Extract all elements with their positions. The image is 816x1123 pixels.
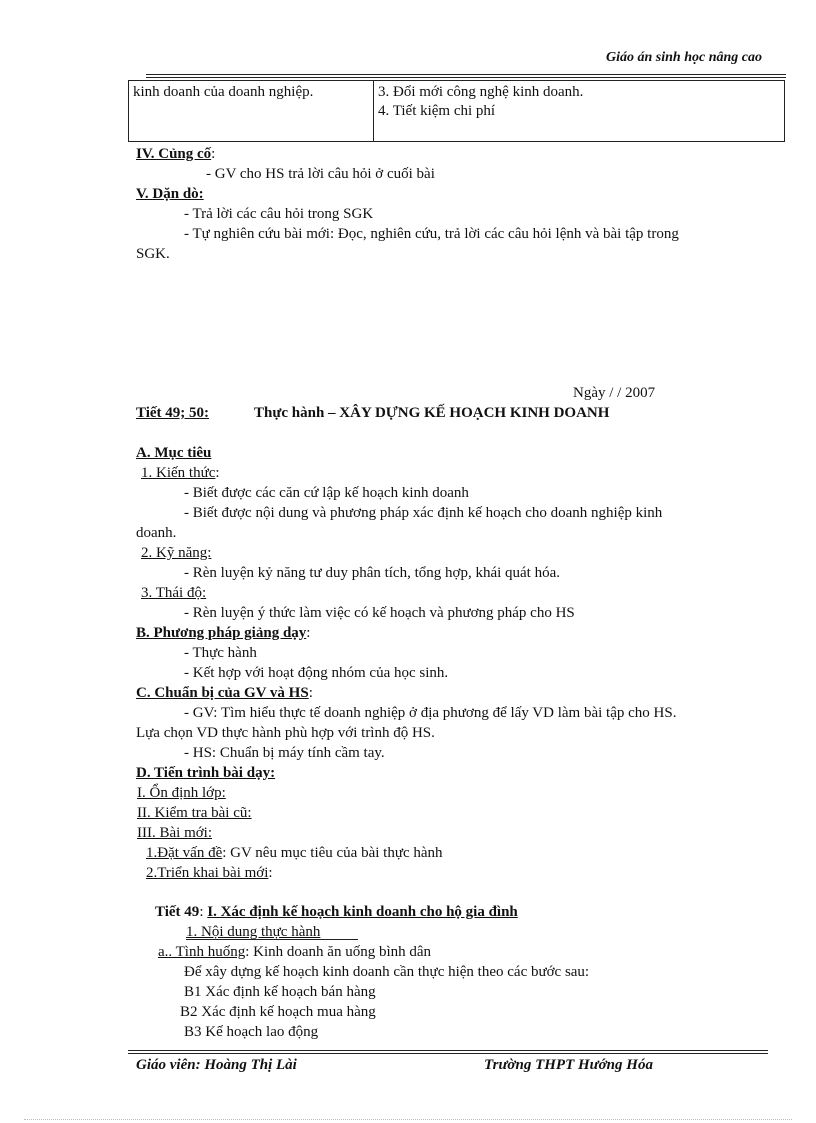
a-kien-thuc: 1. Kiến thức:	[141, 465, 220, 481]
table-right-line-2: 4. Tiết kiệm chi phí	[378, 103, 496, 119]
tiet-49-tinh-huong: a.. Tình huống: Kinh doanh ăn uống bình dân	[158, 944, 432, 960]
a-kien-thuc-item-2: - Biết được nội dung và phương pháp xác định kế hoạch cho doanh nghiệp kinh	[184, 505, 663, 521]
b-item-1: - Thực hành	[184, 645, 257, 661]
a-kien-thuc-item-1: - Biết được các căn cứ lập kế hoạch kinh doanh	[184, 485, 469, 501]
section-v-item-2: - Tự nghiên cứu bài mới: Đọc, nghiên cứu, trả lời các câu hỏi lệnh và bài tập trong	[184, 226, 679, 242]
section-b-heading: B. Phương pháp giảng dạy:	[136, 625, 311, 641]
footer-rule-2	[128, 1053, 768, 1054]
tiet-49-heading: Tiết 49: I. Xác định kế hoạch kinh doanh cho hộ gia đình	[155, 904, 518, 920]
a-kien-thuc-item-2-cont: doanh.	[136, 525, 177, 541]
footer-teacher: Giáo viên: Hoàng Thị Lài	[136, 1057, 297, 1073]
tiet-49-noi-dung: 1. Nội dung thực hành	[186, 924, 321, 940]
c-item-1: - GV: Tìm hiểu thực tế doanh nghiệp ở địa phương để lấy VD làm bài tập cho HS.	[184, 705, 677, 721]
table-cell-right	[374, 81, 785, 142]
section-iv-heading: IV. Củng cố:	[136, 146, 216, 162]
lesson-date: Ngày / / 2007	[573, 385, 656, 401]
a-thai-do-item: - Rèn luyện ý thức làm việc có kế hoạch và phương pháp cho HS	[184, 605, 575, 621]
footer-school: Trường THPT Hướng Hóa	[484, 1057, 653, 1073]
a-thai-do: 3. Thái độ:	[141, 585, 207, 601]
section-v-item-1: - Trả lời các câu hỏi trong SGK	[184, 206, 374, 222]
header-title: Giáo án sinh học nâng cao	[606, 50, 762, 65]
b-item-2: - Kết hợp với hoạt động nhóm của học sinh.	[184, 665, 449, 681]
footer-rule-1	[128, 1050, 768, 1051]
section-v-heading: V. Dặn dò:	[136, 186, 204, 202]
tiet-49-line-1: Để xây dựng kế hoạch kinh doanh cần thực hiện theo các bước sau:	[184, 964, 590, 980]
d-item-3-2: 2.Triển khai bài mới:	[146, 865, 273, 881]
tiet-49-line-2: B1 Xác định kế hoạch bán hàng	[184, 984, 376, 1000]
table-cell-left: kinh doanh của doanh nghiệp.	[129, 81, 374, 142]
c-item-1-cont: Lựa chọn VD thực hành phù hợp với trình độ HS.	[136, 725, 435, 741]
d-item-1: I. Ổn định lớp:	[137, 785, 226, 801]
d-item-3-1: 1.Đặt vấn đề: GV nêu mục tiêu của bài thực hành	[146, 845, 443, 861]
noi-dung-rule	[186, 939, 358, 940]
header-rule-1	[146, 74, 786, 75]
a-ky-nang-item: - Rèn luyện kỷ năng tư duy phân tích, tổng hợp, khái quát hóa.	[184, 565, 560, 581]
tiet-49-line-4: B3 Kế hoạch lao động	[184, 1024, 319, 1040]
section-a-heading: A. Mục tiêu	[136, 445, 212, 461]
tiet-49-line-3: B2 Xác định kế hoạch mua hàng	[180, 1004, 376, 1020]
section-d-heading: D. Tiến trình bài dạy:	[136, 765, 276, 781]
section-iv-item: - GV cho HS trả lời câu hỏi ở cuối bài	[206, 166, 435, 182]
d-item-2: II. Kiểm tra bài cũ:	[137, 805, 252, 821]
page-bottom-dotted-line	[24, 1119, 792, 1120]
lesson-label: Tiết 49; 50:	[136, 405, 210, 421]
lesson-title: Thực hành – XÂY DỰNG KẾ HOẠCH KINH DOANH	[254, 405, 610, 421]
header-rule-2	[146, 77, 786, 78]
section-c-heading: C. Chuẩn bị của GV và HS:	[136, 685, 313, 701]
c-item-2: - HS: Chuẩn bị máy tính cầm tay.	[184, 745, 385, 761]
d-item-3: III. Bài mới:	[137, 825, 212, 841]
a-ky-nang: 2. Kỹ năng:	[141, 545, 212, 561]
table-right-line-1: 3. Đổi mới công nghệ kinh doanh.	[378, 84, 584, 100]
continuation-table	[128, 80, 785, 142]
section-v-item-2-cont: SGK.	[136, 246, 170, 262]
